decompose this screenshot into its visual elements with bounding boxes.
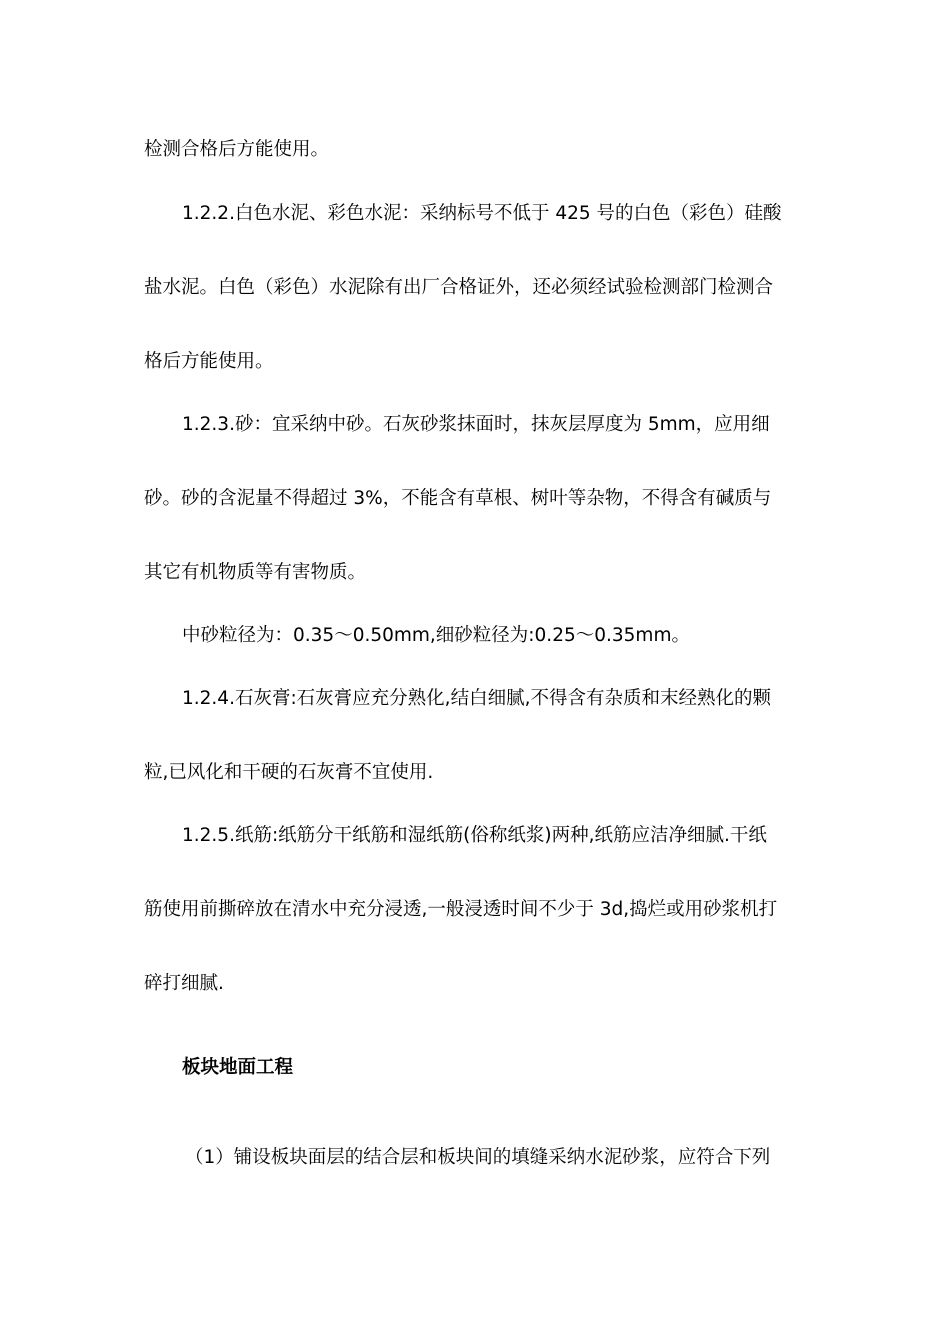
text-line: 1.2.4.石灰膏:石灰膏应充分熟化,结白细腻,不得含有杂质和末经熟化的颗 [182,688,771,709]
text-line: 其它有机物质等有害物质。 [144,562,367,583]
paragraph-line: （1）铺设板块面层的结合层和板块间的填缝采纳水泥砂浆，应符合下列 [185,1147,771,1168]
text-line: 检测合格后方能使用。 [144,139,330,160]
text-line: 粒,已风化和干硬的石灰膏不宜使用. [144,762,434,783]
text-line: 1.2.5.纸筋:纸筋分干纸筋和湿纸筋(俗称纸浆)两种,纸筋应洁净细腻.干纸 [182,825,767,846]
text-line: 砂。砂的含泥量不得超过 3%，不能含有草根、树叶等杂物，不得含有碱质与 [144,488,772,509]
text-line: 1.2.2.白色水泥、彩色水泥：采纳标号不低于 425 号的白色（彩色）硅酸 [182,203,782,224]
text-line: 1.2.3.砂：宜采纳中砂。石灰砂浆抹面时，抹灰层厚度为 5mm，应用细 [182,414,770,435]
text-line: 格后方能使用。 [144,351,274,372]
text-line: 筋使用前撕碎放在清水中充分浸透,一般浸透时间不少于 3d,捣烂或用砂浆机打 [144,899,778,920]
section-heading: 板块地面工程 [182,1057,294,1078]
text-line: 盐水泥。白色（彩色）水泥除有出厂合格证外，还必须经试验检测部门检测合 [144,277,774,298]
text-line: 中砂粒径为：0.35～0.50mm,细砂粒径为:0.25～0.35mm。 [182,625,690,646]
text-line: 碎打细腻. [144,973,224,994]
